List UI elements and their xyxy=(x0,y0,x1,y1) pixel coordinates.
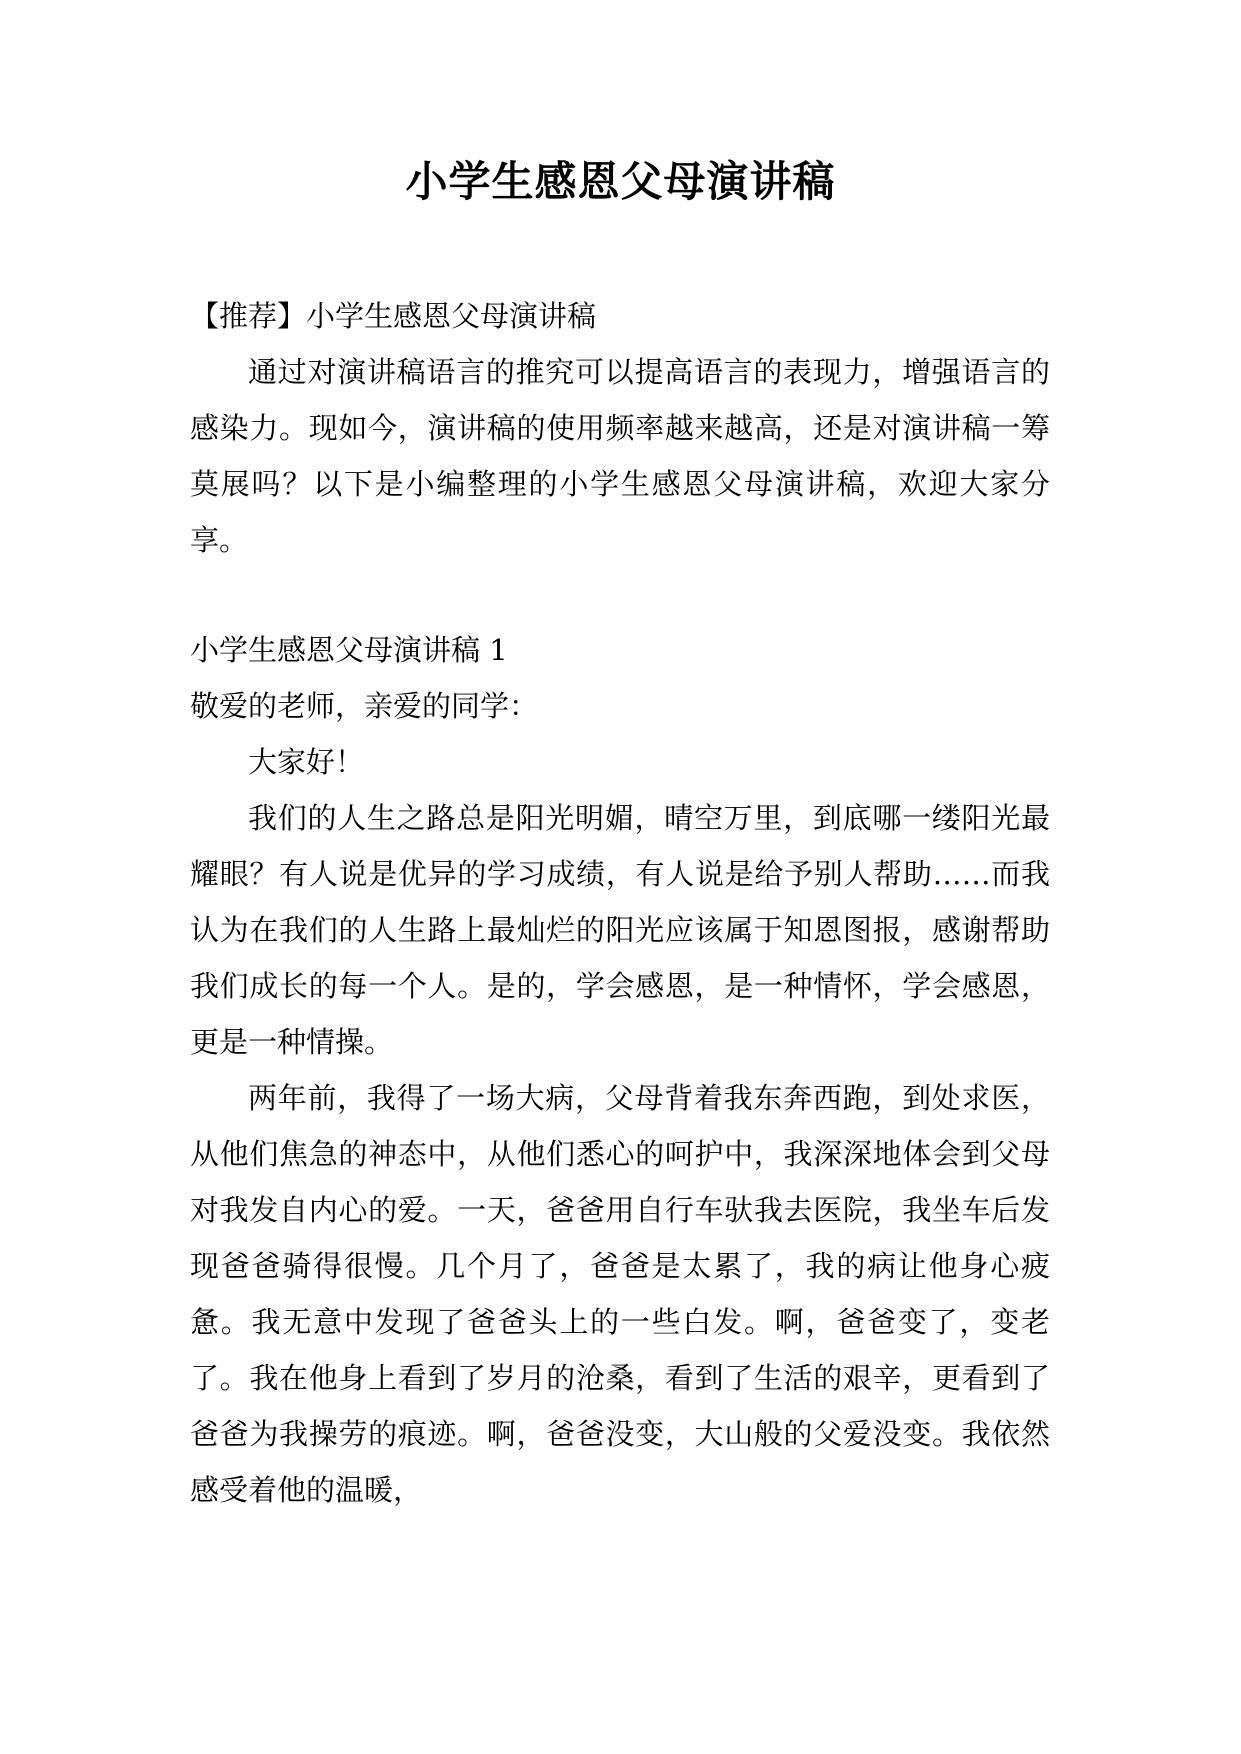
section-title: 小学生感恩父母演讲稿 1 xyxy=(190,633,508,667)
document-title: 小学生感恩父母演讲稿 xyxy=(405,157,836,206)
intro-paragraph: 通过对演讲稿语言的推究可以提高语言的表现力，增强语言的感染力。现如今，演讲稿的使用频率越来越高，还是对演讲稿一筹莫展吗？以下是小编整理的小学生感恩父母演讲稿，欢迎大家分享。 xyxy=(190,355,1050,557)
greeting: 大家好！ xyxy=(248,745,365,779)
salutation: 敬爱的老师，亲爱的同学： xyxy=(190,689,539,723)
body-paragraph-1: 我们的人生之路总是阳光明媚，晴空万里，到底哪一缕阳光最耀眼？有人说是优异的学习成绩，有人说是给予别人帮助……而我认为在我们的人生路上最灿烂的阳光应该属于知恩图报，感谢帮助我们成长的每一个人。是的，学会感恩，是一种情怀，学会感恩，更是一种情操。 xyxy=(190,801,1050,1059)
document-body xyxy=(190,288,1050,1518)
body-paragraph-2: 两年前，我得了一场大病，父母背着我东奔西跑，到处求医，从他们焦急的神态中，从他们悉心的呵护中，我深深地体会到父母对我发自内心的爱。一天，爸爸用自行车驮我去医院，我坐车后发现爸爸骑得很慢。几个月了，爸爸是太累了，我的病让他身心疲惫。我无意中发现了爸爸头上的一些白发。啊，爸爸变了，变老了。我在他身上看到了岁月的沧桑，看到了生活的艰辛，更看到了爸爸为我操劳的痕迹。啊，爸爸没变，大山般的父爱没变。我依然感受着他的温暖， xyxy=(190,1081,1050,1507)
recommend-line: 【推荐】小学生感恩父母演讲稿 xyxy=(190,299,597,333)
